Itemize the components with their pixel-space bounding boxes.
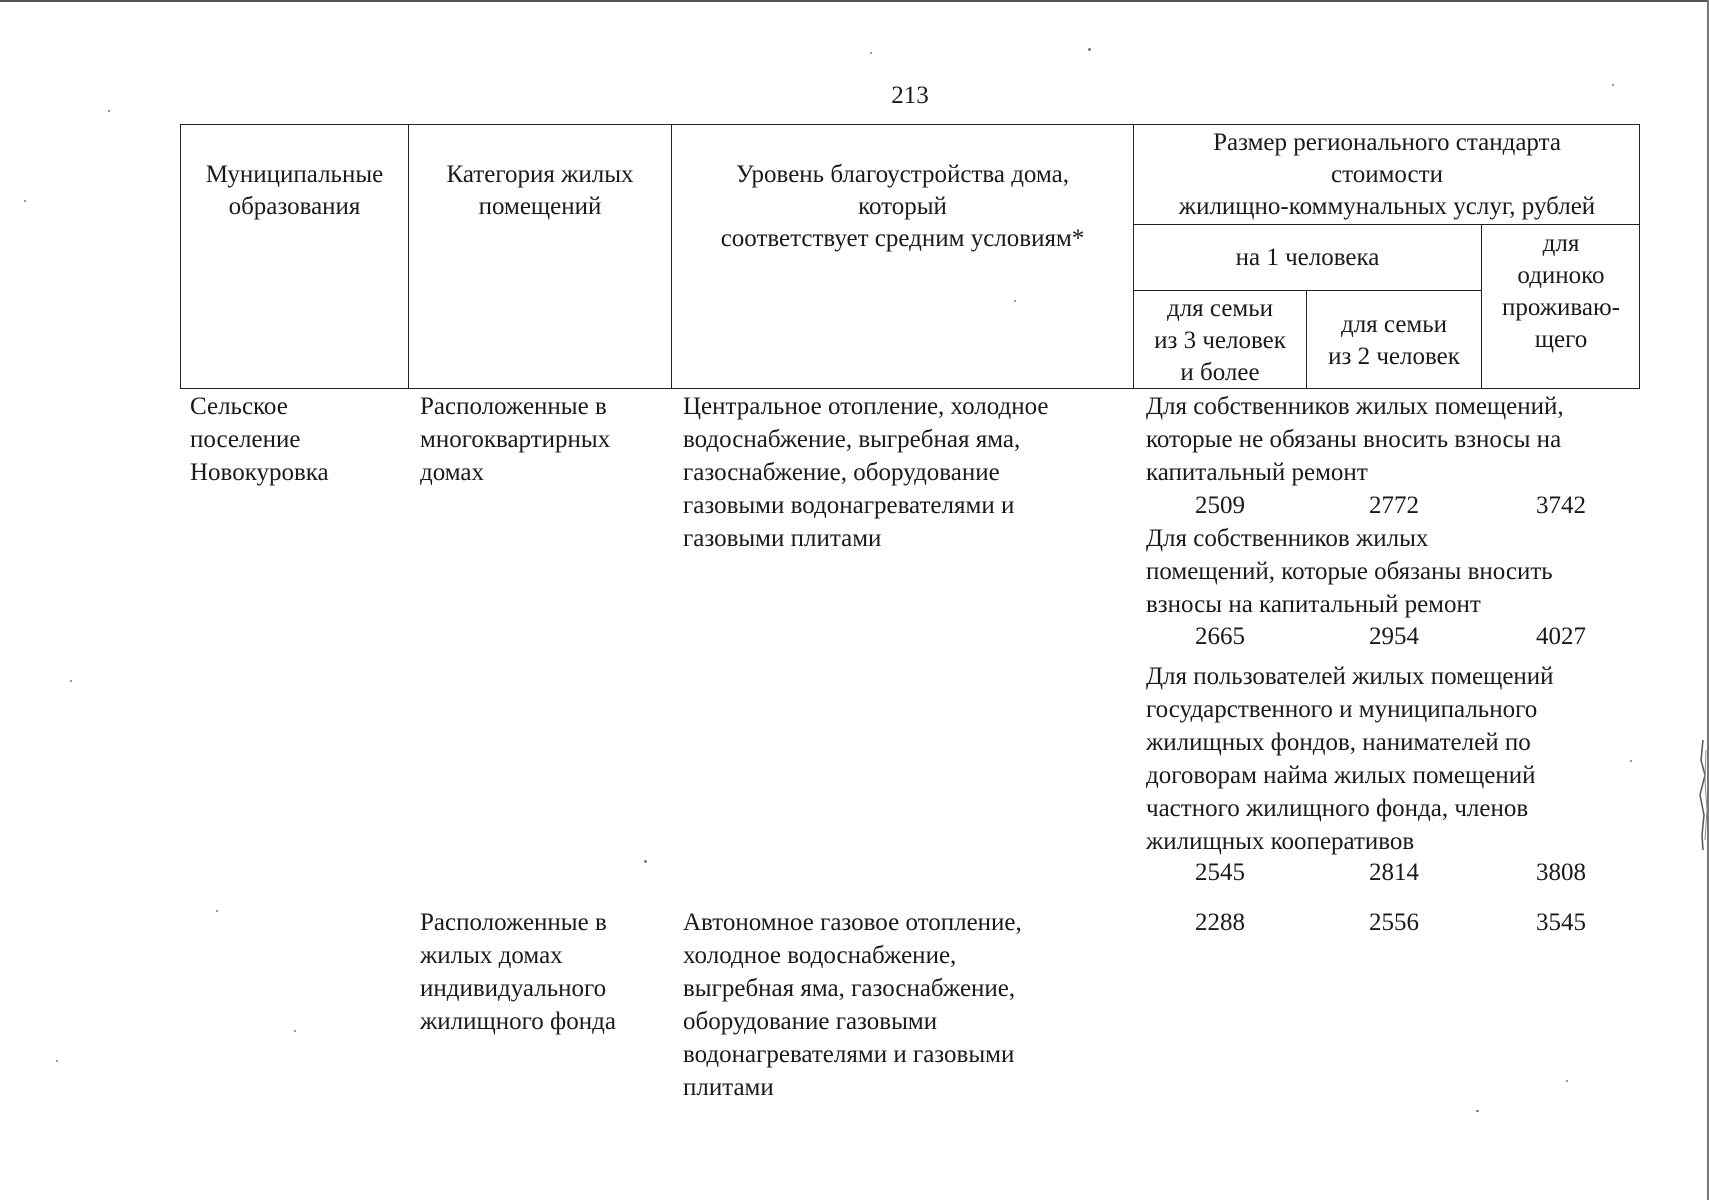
- value-family-2: 2772: [1369, 492, 1419, 519]
- scan-speck: [108, 110, 110, 112]
- header-per-person: на 1 человека: [1235, 244, 1380, 271]
- row-municipality: Сельское поселение Новокуровка: [190, 393, 329, 486]
- value-family-3: 2665: [1195, 623, 1245, 650]
- scan-edge: [0, 0, 1709, 2]
- header-regional-standard: Размер регионального стандарта стоимости жилищно-коммунальных услуг, рублей: [1178, 129, 1596, 220]
- scan-speck: [294, 1030, 296, 1032]
- scan-speck: [70, 680, 72, 682]
- scan-speck: [1612, 84, 1614, 86]
- value-family-3: 2545: [1195, 859, 1245, 886]
- header-single-resident: для одиноко проживаю- щего: [1502, 230, 1620, 353]
- header-municipality: Муниципальные образования: [205, 161, 384, 220]
- scan-speck: [1476, 1110, 1479, 1112]
- row-category: Расположенные в жилых домах индивидуального жилищного фонда: [420, 909, 616, 1035]
- header-category: Категория жилых помещений: [446, 161, 634, 220]
- value-family-3: 2288: [1195, 909, 1245, 936]
- value-family-3: 2509: [1195, 492, 1245, 519]
- value-single: 3808: [1536, 859, 1586, 886]
- value-family-2: 2954: [1369, 623, 1419, 650]
- scan-speck: [1566, 1080, 1568, 1082]
- page-number: 213: [891, 82, 929, 109]
- scan-speck: [216, 910, 218, 912]
- scan-speck: [1630, 760, 1632, 762]
- owner-group-label: Для собственников жилых помещений, которые не обязаны вносить взносы на капитальный ремонт: [1146, 393, 1564, 486]
- owner-group-label: Для собственников жилых помещений, которые обязаны вносить взносы на капитальный ремонт: [1146, 525, 1553, 618]
- scan-speck: [56, 1060, 58, 1062]
- header-family-2: для семьи из 2 человек: [1328, 311, 1460, 370]
- row-category: Расположенные в многоквартирных домах: [420, 393, 611, 486]
- value-single: 4027: [1536, 623, 1586, 650]
- value-family-2: 2556: [1369, 909, 1419, 936]
- row-divider: [1133, 224, 1640, 225]
- scan-speck: [24, 200, 26, 202]
- scan-speck: [870, 52, 872, 54]
- row-improvement-level: Центральное отопление, холодное водоснабжение, выгребная яма, газоснабжение, оборудование газовыми водонагревателями и газовыми плитами: [683, 393, 1049, 552]
- scan-speck: [1088, 48, 1091, 51]
- value-single: 3742: [1536, 492, 1586, 519]
- scan-speck: [1014, 300, 1016, 302]
- value-family-2: 2814: [1369, 859, 1419, 886]
- row-divider: [1133, 290, 1481, 291]
- scan-noise-mark: [1697, 740, 1709, 850]
- value-single: 3545: [1536, 909, 1586, 936]
- header-family-3: для семьи из 3 человек и более: [1154, 295, 1286, 386]
- tenant-group-label: Для пользователей жилых помещений государственного и муниципального жилищных фондов, нанимателей по договорам найма жилых помещений частного жилищного фонда, членов жилищных кооперативов: [1146, 663, 1554, 855]
- scan-speck: [644, 860, 647, 863]
- row-improvement-level: Автономное газовое отопление, холодное водоснабжение, выгребная яма, газоснабжение, оборудование газовыми водонагревателями и газовыми плитами: [683, 909, 1022, 1101]
- header-improvement-level: Уровень благоустройства дома, который соответствует средним условиям*: [720, 161, 1085, 252]
